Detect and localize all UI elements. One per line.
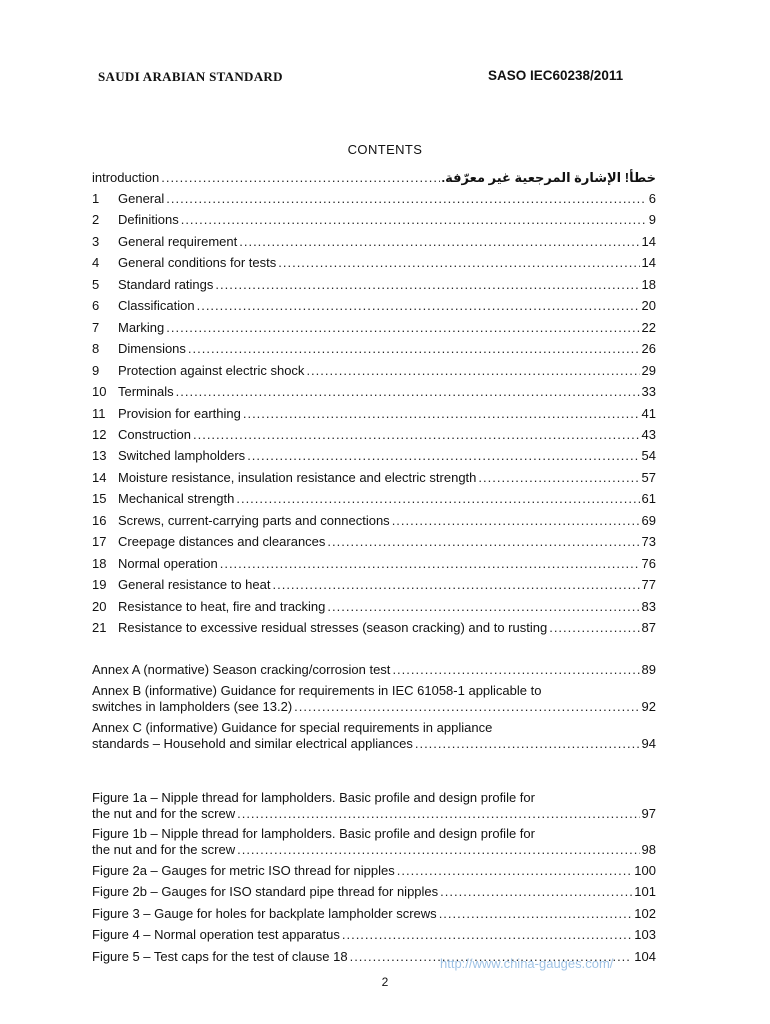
toc-entry-title: Marking bbox=[118, 319, 165, 335]
toc-entry-title-line: Annex C (informative) Guidance for special requirements in appliance bbox=[92, 720, 493, 735]
toc-entry-section[interactable] bbox=[92, 234, 656, 250]
toc-entry-number: 10 bbox=[92, 384, 107, 400]
toc-entry-number: 19 bbox=[92, 577, 107, 593]
toc-entry-title: standards – Household and similar electrical appliances bbox=[92, 736, 413, 751]
dot-leader bbox=[549, 620, 639, 636]
toc-entry-section[interactable] bbox=[92, 255, 656, 271]
toc-entry-page: 102 bbox=[634, 906, 656, 921]
toc-entry-title: Provision for earthing bbox=[118, 405, 241, 421]
toc-entry-figure[interactable] bbox=[92, 884, 656, 900]
toc-entry-number: 18 bbox=[92, 555, 107, 571]
toc-entry-figure[interactable] bbox=[92, 906, 656, 922]
toc-entry-title: Annex A (normative) Season cracking/corrosion test bbox=[92, 662, 391, 677]
toc-entry-number: 20 bbox=[92, 598, 107, 614]
header-right: SASO IEC60238/2011 bbox=[488, 68, 624, 83]
toc-entry-title-line: Annex B (informative) Guidance for requirements in IEC 61058-1 applicable to bbox=[92, 683, 542, 698]
toc-entry-section[interactable] bbox=[92, 470, 656, 486]
dot-leader bbox=[272, 577, 639, 593]
toc-entry-title: Classification bbox=[118, 298, 195, 314]
toc-entry-title-line: Figure 1a – Nipple thread for lampholders. Basic profile and design profile for bbox=[92, 790, 535, 805]
toc-entry-title: Normal operation bbox=[118, 555, 218, 571]
toc-entry-page: 9 bbox=[648, 212, 656, 228]
toc-entry-page: 98 bbox=[641, 842, 656, 857]
toc-entry-title: Figure 2a – Gauges for metric ISO thread for nipples bbox=[92, 863, 395, 878]
toc-entry-number: 4 bbox=[92, 255, 100, 271]
toc-entry-page: 77 bbox=[641, 577, 656, 593]
toc-entry-section[interactable] bbox=[92, 620, 656, 636]
toc-entry-page: 100 bbox=[634, 863, 656, 878]
toc-entry-title: switches in lampholders (see 13.2) bbox=[92, 699, 293, 714]
toc-entry-section[interactable] bbox=[92, 298, 656, 314]
dot-leader bbox=[188, 341, 640, 357]
toc-entry-section[interactable] bbox=[92, 448, 656, 464]
toc-entry-page: 76 bbox=[641, 555, 656, 571]
toc-entry-page: 104 bbox=[634, 949, 656, 964]
toc-entry-page: 69 bbox=[641, 512, 656, 528]
toc-entry-title: Figure 3 – Gauge for holes for backplate lampholder screws bbox=[92, 906, 437, 921]
contents-title: CONTENTS bbox=[347, 142, 423, 157]
toc-entry-section[interactable] bbox=[92, 577, 656, 593]
toc-entry-figure[interactable] bbox=[92, 927, 656, 943]
toc-entry-section[interactable] bbox=[92, 277, 656, 293]
toc-entry-page: 54 bbox=[641, 448, 656, 464]
dot-leader bbox=[166, 320, 639, 336]
toc-entry-page: 92 bbox=[641, 699, 656, 714]
toc-entry-title: Screws, current-carrying parts and connections bbox=[118, 512, 390, 528]
toc-entry-title: Figure 2b – Gauges for ISO standard pipe thread for nipples bbox=[92, 884, 439, 899]
toc-entry-number: 11 bbox=[92, 405, 106, 421]
header-left: SAUDI ARABIAN STANDARD bbox=[98, 69, 283, 84]
toc-entry-section[interactable] bbox=[92, 513, 656, 529]
dot-leader bbox=[392, 662, 639, 678]
toc-entry-page: 33 bbox=[641, 384, 656, 400]
toc-entry-page: 18 bbox=[641, 276, 656, 292]
toc-entry-section[interactable] bbox=[92, 212, 656, 228]
toc-entry-page: 43 bbox=[641, 426, 656, 442]
toc-entry-number: 9 bbox=[92, 362, 100, 378]
toc-entry-section[interactable] bbox=[92, 191, 656, 207]
dot-leader bbox=[197, 298, 640, 314]
toc-entry-annex[interactable] bbox=[92, 720, 656, 752]
toc-entry-page: 83 bbox=[641, 598, 656, 614]
toc-entry-title: Figure 5 – Test caps for the test of clause 18 bbox=[92, 949, 348, 964]
toc-entry-annex[interactable] bbox=[92, 683, 656, 715]
toc-entry-title: Terminals bbox=[118, 384, 174, 400]
dot-leader bbox=[220, 556, 640, 572]
toc-entry-number: 13 bbox=[92, 448, 107, 464]
toc-entry-title: General resistance to heat bbox=[118, 577, 271, 593]
dot-leader bbox=[306, 363, 639, 379]
toc-entry-number: 16 bbox=[92, 512, 107, 528]
toc-entry-page: 14 bbox=[641, 255, 656, 271]
dot-leader bbox=[237, 842, 639, 858]
toc-entry-section[interactable] bbox=[92, 491, 656, 507]
toc-entry-number: 7 bbox=[92, 319, 100, 335]
toc-entry-section[interactable] bbox=[92, 341, 656, 357]
toc-entry-title: Switched lampholders bbox=[118, 448, 246, 464]
dot-leader bbox=[193, 427, 640, 443]
toc-entry-title: Resistance to heat, fire and tracking bbox=[118, 598, 326, 614]
toc-entry-section[interactable] bbox=[92, 599, 656, 615]
toc-entry-page: 61 bbox=[641, 491, 656, 507]
toc-entry-page: 26 bbox=[641, 341, 656, 357]
toc-entry-title: Mechanical strength bbox=[118, 491, 235, 507]
toc-entry-title: Standard ratings bbox=[118, 276, 214, 292]
dot-leader bbox=[236, 491, 639, 507]
toc-entry-title: Resistance to excessive residual stresses (season cracking) and to rusting bbox=[118, 620, 548, 635]
toc-entry-section[interactable] bbox=[92, 406, 656, 422]
toc-entry-page: 41 bbox=[641, 405, 656, 421]
toc-entry-figure[interactable] bbox=[92, 790, 656, 822]
toc-entry-title: introduction bbox=[92, 170, 160, 185]
dot-leader bbox=[181, 212, 647, 228]
toc-entry-section[interactable] bbox=[92, 427, 656, 443]
dot-leader bbox=[342, 927, 632, 943]
dot-leader bbox=[397, 863, 633, 879]
toc-entry-page: 103 bbox=[634, 927, 656, 942]
toc-entry-number: 8 bbox=[92, 341, 100, 357]
dot-leader bbox=[239, 234, 639, 250]
toc-entry-title: Protection against electric shock bbox=[118, 362, 305, 378]
toc-entry-number: 12 bbox=[92, 426, 107, 442]
toc-entry-page: 29 bbox=[641, 362, 656, 378]
dot-leader bbox=[278, 255, 639, 271]
toc-entry-introduction[interactable] bbox=[92, 170, 656, 186]
toc-entry-page: 89 bbox=[641, 662, 656, 677]
dot-leader bbox=[161, 170, 439, 186]
toc-entry-page: 94 bbox=[641, 736, 656, 751]
toc-entry-section[interactable] bbox=[92, 556, 656, 572]
toc-entry-title: General requirement bbox=[118, 233, 238, 249]
toc-entry-figure[interactable] bbox=[92, 863, 656, 879]
toc-entry-title-line: Figure 1b – Nipple thread for lampholders. Basic profile and design profile for bbox=[92, 826, 535, 841]
dot-leader bbox=[294, 699, 639, 715]
dot-leader bbox=[247, 448, 639, 464]
toc-entry-title: Moisture resistance, insulation resistance and electric strength bbox=[118, 469, 477, 485]
toc-entry-title: the nut and for the screw bbox=[92, 806, 236, 821]
toc-entry-annex[interactable] bbox=[92, 662, 656, 678]
toc-entry-number: 3 bbox=[92, 233, 100, 249]
dot-leader bbox=[439, 906, 633, 922]
toc-entry-page: 101 bbox=[634, 884, 656, 899]
dot-leader bbox=[440, 884, 632, 900]
toc-entry-title: General conditions for tests bbox=[118, 255, 277, 271]
toc-entry-section[interactable] bbox=[92, 320, 656, 336]
toc-entry-section[interactable] bbox=[92, 534, 656, 550]
dot-leader bbox=[243, 406, 640, 422]
toc-entry-section[interactable] bbox=[92, 384, 656, 400]
toc-entry-number: 15 bbox=[92, 491, 107, 507]
dot-leader bbox=[415, 736, 640, 752]
toc-entry-page: 57 bbox=[641, 469, 656, 485]
toc-entry-page: 20 bbox=[641, 298, 656, 314]
toc-entry-title: General bbox=[118, 191, 165, 206]
toc-entry-title: the nut and for the screw bbox=[92, 842, 236, 857]
dot-leader bbox=[392, 513, 640, 529]
watermark-link[interactable]: http://www.china-gauges.com/ bbox=[440, 956, 614, 971]
toc-entry-number: 2 bbox=[92, 212, 100, 228]
toc-entry-number: 1 bbox=[92, 191, 100, 206]
toc-entry-number: 14 bbox=[92, 469, 107, 485]
toc-entry-number: 21 bbox=[92, 620, 107, 635]
toc-entry-section[interactable] bbox=[92, 363, 656, 379]
dot-leader bbox=[166, 191, 647, 207]
toc-entry-page: خطأ! الإشارة المرجعية غير معرّفة. bbox=[441, 170, 656, 185]
toc-entry-figure[interactable] bbox=[92, 826, 656, 858]
toc-entry-title: Creepage distances and clearances bbox=[118, 534, 326, 550]
page-number: 2 bbox=[381, 975, 389, 989]
toc-entry-page: 73 bbox=[641, 534, 656, 550]
toc-entry-page: 22 bbox=[641, 319, 656, 335]
toc-entry-page: 14 bbox=[641, 233, 656, 249]
dot-leader bbox=[176, 384, 640, 400]
dot-leader bbox=[327, 534, 639, 550]
toc-entry-number: 6 bbox=[92, 298, 100, 314]
toc-entry-number: 17 bbox=[92, 534, 107, 550]
dot-leader bbox=[215, 277, 639, 293]
toc-entry-title: Figure 4 – Normal operation test apparatus bbox=[92, 927, 340, 942]
dot-leader bbox=[478, 470, 639, 486]
toc-entry-page: 87 bbox=[641, 620, 656, 635]
toc-entry-title: Construction bbox=[118, 426, 191, 442]
dot-leader bbox=[327, 599, 639, 615]
dot-leader bbox=[237, 806, 639, 822]
toc-entry-number: 5 bbox=[92, 276, 100, 292]
toc-entry-title: Dimensions bbox=[118, 341, 186, 357]
toc-entry-page: 97 bbox=[641, 806, 656, 821]
toc-entry-page: 6 bbox=[648, 191, 656, 206]
toc-entry-title: Definitions bbox=[118, 212, 179, 228]
